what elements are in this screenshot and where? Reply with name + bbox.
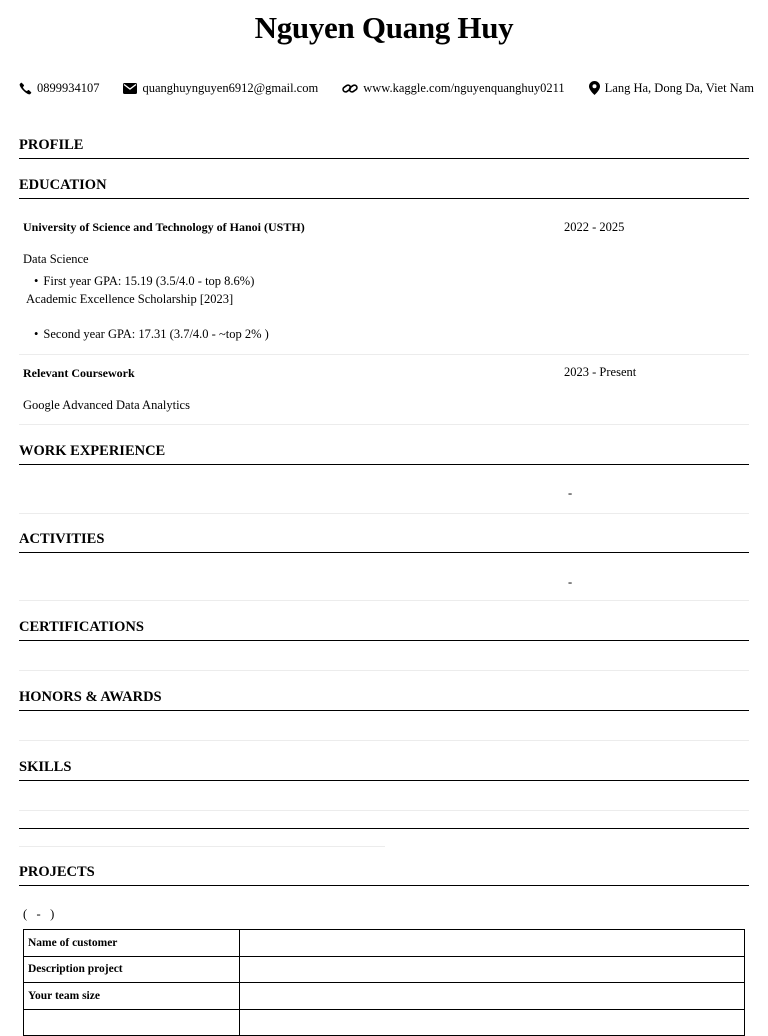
coursework-dates — [564, 365, 636, 380]
customer-value — [240, 930, 745, 957]
separator — [19, 424, 749, 425]
skills-heading: SKILLS — [19, 759, 749, 781]
table-row — [24, 1009, 745, 1036]
major: Data Science — [23, 252, 89, 266]
project-dates: ( - ) — [23, 907, 55, 921]
separator — [19, 670, 749, 671]
separator — [19, 513, 749, 514]
customer-label: Name of customer — [24, 930, 240, 957]
work-dates: - — [568, 486, 573, 500]
link-icon — [342, 82, 358, 95]
project-table — [23, 929, 745, 1036]
education-heading: EDUCATION — [19, 177, 749, 199]
gpa-first-year-text: First year GPA: 15.19 (3.5/4.0 - top 8.6%) — [43, 274, 255, 288]
team-size-value — [240, 983, 745, 1010]
map-pin-icon — [589, 81, 600, 95]
row-value — [240, 1009, 745, 1036]
separator — [19, 600, 749, 601]
gpa-first-year — [34, 274, 254, 289]
location-text: Lang Ha, Dong Da, Viet Nam — [604, 80, 754, 95]
email-text[interactable]: quanghuynguyen6912@gmail.com — [142, 80, 319, 95]
description-value — [240, 956, 745, 983]
separator — [19, 740, 749, 741]
envelope-icon — [123, 83, 137, 94]
education-start: 2022 — [564, 220, 589, 234]
divider — [19, 828, 749, 829]
contact-phone — [19, 81, 100, 96]
coursework-title: Relevant Coursework — [23, 366, 135, 380]
separator — [19, 354, 749, 355]
work-experience-heading: WORK EXPERIENCE — [19, 443, 749, 465]
coursework-end: Present — [599, 365, 637, 379]
gpa-second-year — [34, 327, 269, 342]
scholarship: Academic Excellence Scholarship [2023] — [26, 292, 234, 306]
projects-heading: PROJECTS — [19, 864, 749, 886]
table-row — [24, 930, 745, 957]
contact-website — [342, 81, 564, 96]
activities-heading: ACTIVITIES — [19, 531, 749, 553]
team-size-label: Your team size — [24, 983, 240, 1010]
separator — [19, 846, 385, 847]
website-link[interactable]: www.kaggle.com/nguyenquanghuy0211 — [363, 80, 565, 95]
certifications-heading: CERTIFICATIONS — [19, 619, 749, 641]
school-name: University of Science and Technology of Hanoi (USTH) — [23, 220, 305, 234]
table-row — [24, 983, 745, 1010]
contact-email — [123, 81, 318, 96]
separator — [19, 810, 749, 811]
coursework-item: Google Advanced Data Analytics — [23, 398, 190, 412]
phone-text[interactable]: 0899934107 — [37, 80, 100, 95]
candidate-name: Nguyen Quang Huy — [254, 10, 514, 45]
education-dates — [564, 220, 624, 235]
row-label — [24, 1009, 240, 1036]
education-end: 2025 — [599, 220, 625, 234]
education-date-dash: - — [592, 220, 597, 234]
honors-awards-heading: HONORS & AWARDS — [19, 689, 749, 711]
description-label: Description project — [24, 956, 240, 983]
activities-dates: - — [568, 575, 573, 589]
profile-heading: PROFILE — [19, 137, 749, 159]
contact-bar — [19, 79, 754, 97]
gpa-second-year-text: Second year GPA: 17.31 (3.7/4.0 - ~top 2% ) — [43, 327, 269, 341]
contact-location — [589, 81, 754, 96]
coursework-start: 2023 — [564, 365, 589, 379]
table-row — [24, 956, 745, 983]
phone-icon — [19, 82, 32, 95]
coursework-date-dash: - — [592, 365, 597, 379]
